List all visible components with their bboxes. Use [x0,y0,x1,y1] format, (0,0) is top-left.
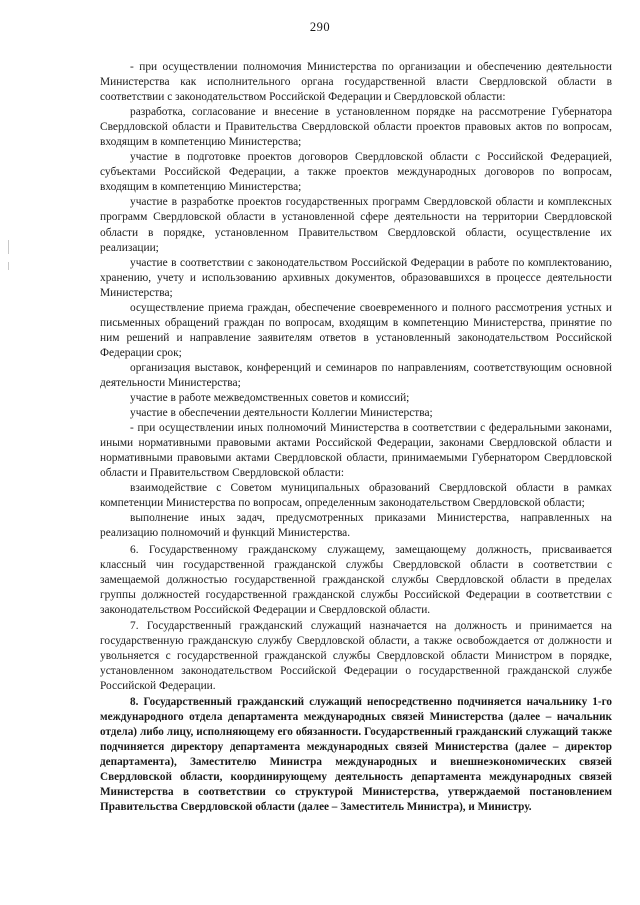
paragraph-item-7: 7. Государственный гражданский служащий назначается на должность и принимается на государственную гражданскую службу Свердловской области, а также освобождается от должности и увольняется с государственной гражданской службы Свердловской области Министром в порядке, установленном законодательством Российской Федерации о государственной гражданской службе Российской Федерации. [100,619,612,692]
paragraph-exhibitions: организация выставок, конференций и семинаров по направлениям, соответствующим основной деятельности Министерства; [100,361,612,389]
document-body [100,60,612,815]
paragraph-treaties: участие в подготовке проектов договоров Свердловской области с Российской Федерацией, субъектами Российской Федерации, а также проектов международных договоров по вопросам, входящим в компетенцию Министерства; [100,151,612,194]
paragraph-citizen-appeals: осуществление приема граждан, обеспечение своевременного и полного рассмотрения устных и письменных обращений граждан по вопросам, входящим в компетенцию Министерства, принятие по ним решений и направление заявителям ответов в установленный законодательством Российской Федерации срок; [100,301,612,359]
paragraph-municipal-council: взаимодействие с Советом муниципальных образований Свердловской области в рамках компетенции Министерства по вопросам, определенным законодательством Свердловской области; [100,482,612,510]
paragraph-councils: участие в работе межведомственных советов и комиссий; [130,392,410,405]
scan-margin-mark [8,262,9,270]
paragraph-other-tasks: выполнение иных задач, предусмотренных приказами Министерства, направленных на реализацию полномочий и функций Министерства. [100,512,612,540]
paragraph-state-programs: участие в разработке проектов государственных программ Свердловской области и комплексных программ Свердловской области в установленной сфере деятельности на территории Свердловской области в порядке, установленном Правительством Свердловской области, осуществление их реализации; [100,196,612,254]
paragraph-collegium: участие в обеспечении деятельности Коллегии Министерства; [130,407,433,420]
paragraph-item-6: 6. Государственному гражданскому служащему, замещающему должность, присваивается классный чин государственной гражданской службы Свердловской области в соответствии с замещаемой должностью государственной гражданской службы Свердловской области в пределах группы должностей государственной гражданской службы Российской Федерации в соответствии с законодательством Российской Федерации и Свердловской области. [100,543,612,616]
paragraph-other-powers: - при осуществлении иных полномочий Министерства в соответствии с федеральными законами, иными нормативными правовыми актами Российской Федерации, законами Свердловской области и нормативными правовыми актами Свердловской области, принимаемыми Губернатором Свердловской области и Правительством Свердловской области: [100,422,612,480]
paragraph-item-8: 8. Государственный гражданский служащий непосредственно подчиняется начальнику 1-го международного отдела департамента международных связей Министерства (далее – начальник отдела) либо лицу, исполняющему его обязанности. Государственный гражданский служащий также подчиняется директору департамента международных связей Министерства (далее – директор департамента), Заместителю Министра международных и внешнеэкономических связей Свердловской области, координирующему деятельность департамента международных связей Министерства в соответствии со структурой Министерства, утверждаемой постановлением Правительства Свердловской области (далее – Заместитель Министра), и Министру. [100,695,612,814]
paragraph-legal-acts: разработка, согласование и внесение в установленном порядке на рассмотрение Губернатора Свердловской области и Правительства Свердловской области проектов правовых актов по вопросам, входящим в компетенцию Министерства; [100,106,612,149]
paragraph-powers-organization: - при осуществлении полномочия Министерства по организации и обеспечению деятельности Министерства как исполнительного органа государственной власти Свердловской области в соответствии с законодательством Российской Федерации и Свердловской области: [100,61,612,104]
paragraph-archives: участие в соответствии с законодательством Российской Федерации в работе по комплектованию, хранению, учету и использованию архивных документов, образовавшихся в процессе деятельности Министерства; [100,256,612,299]
page-number: 290 [309,20,331,34]
scan-margin-mark [8,240,9,254]
